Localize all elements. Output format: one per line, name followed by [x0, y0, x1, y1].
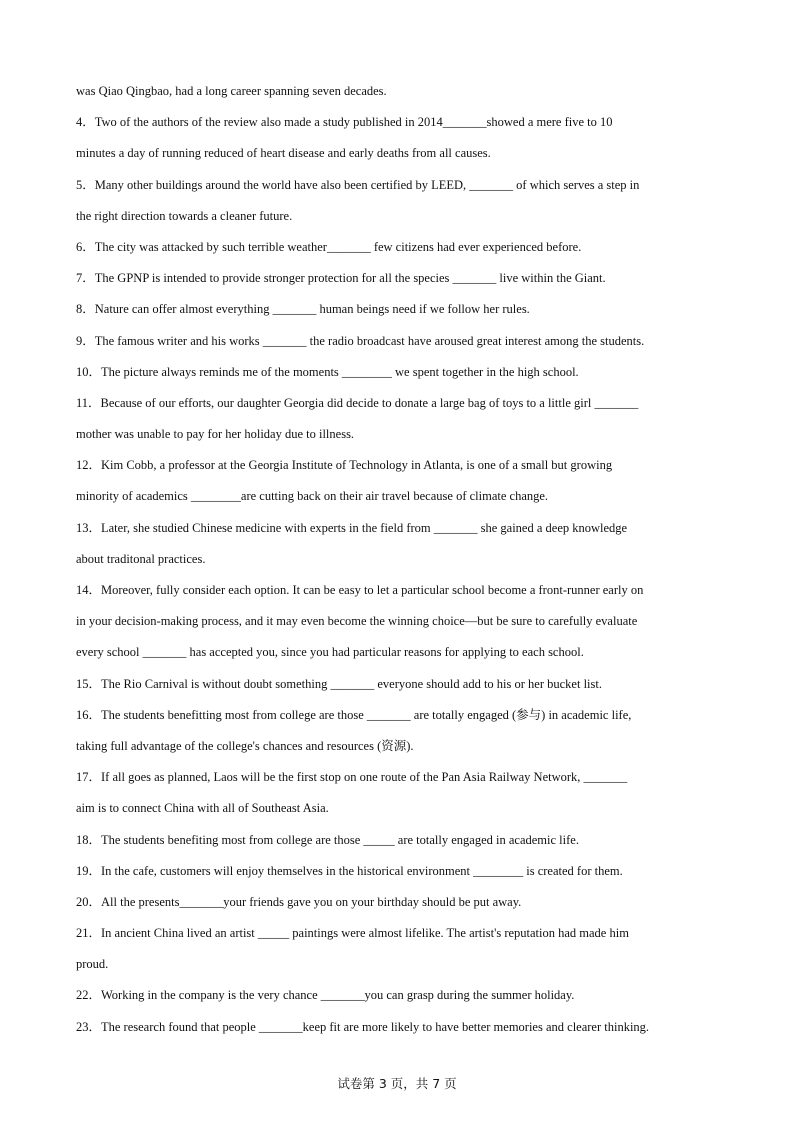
text-line: minutes a day of running reduced of heart disease and early deaths from all causes.	[76, 146, 491, 161]
text-line: 16．The students benefitting most from college are those _______ are totally engaged (参与) in academic life,	[76, 707, 632, 722]
text-line: every school _______ has accepted you, since you had particular reasons for applying to each school.	[76, 645, 584, 660]
text-line: proud.	[76, 957, 109, 972]
text-line: 19．In the cafe, customers will enjoy themselves in the historical environment ________ is created for them.	[76, 863, 623, 878]
text-line: taking full advantage of the college's chances and resources (资源).	[76, 738, 414, 753]
text-line: was Qiao Qingbao, had a long career spanning seven decades.	[76, 84, 387, 98]
text-line: 15．The Rio Carnival is without doubt something _______ everyone should add to his or her bucket list.	[76, 676, 602, 691]
text-line: minority of academics ________are cutting back on their air travel because of climate change.	[76, 489, 549, 504]
text-line: 9．The famous writer and his works _______ the radio broadcast have aroused great interest among the students.	[76, 333, 645, 348]
text-line: 8．Nature can offer almost everything _______ human beings need if we follow her rules.	[76, 302, 530, 317]
text-line: 10．The picture always reminds me of the moments ________ we spent together in the high school.	[76, 364, 579, 379]
text-line: 4．Two of the authors of the review also made a study published in 2014_______showed a mere five to 10	[76, 115, 613, 130]
text-line: 23．The research found that people _______keep fit are more likely to have better memories and clearer thinking.	[76, 1019, 650, 1034]
text-line: 5．Many other buildings around the world have also been certified by LEED, _______ of which serves a step in	[76, 177, 640, 192]
page-footer: 试卷第 3 页，共 7 页	[337, 1076, 457, 1091]
text-line: in your decision-making process, and it may even become the winning choice—but be sure to carefully evaluate	[76, 614, 638, 629]
text-line: 6．The city was attacked by such terrible weather_______ few citizens had ever experienced before.	[76, 239, 582, 254]
text-line: 11．Because of our efforts, our daughter Georgia did decide to donate a large bag of toys to a little girl _______	[76, 395, 639, 410]
text-line: aim is to connect China with all of Southeast Asia.	[76, 801, 329, 816]
text-line: 14．Moreover, fully consider each option. It can be easy to let a particular school become a front-runner early on	[76, 583, 644, 597]
text-line: 18．The students benefiting most from college are those _____ are totally engaged in academic life.	[76, 832, 579, 847]
text-line: 12．Kim Cobb, a professor at the Georgia Institute of Technology in Atlanta, is one of a small but growing	[76, 458, 613, 473]
text-line: mother was unable to pay for her holiday due to illness.	[76, 427, 355, 442]
text-line: 20．All the presents_______your friends gave you on your birthday should be put away.	[76, 894, 522, 909]
text-line: 13．Later, she studied Chinese medicine with experts in the field from _______ she gained a deep knowledge	[76, 520, 628, 535]
text-line: the right direction towards a cleaner future.	[76, 208, 293, 223]
text-line: 7．The GPNP is intended to provide stronger protection for all the species _______ live within the Giant.	[76, 271, 606, 286]
text-line: 22．Working in the company is the very chance _______you can grasp during the summer holiday.	[76, 988, 575, 1003]
text-line: 17．If all goes as planned, Laos will be the first stop on one route of the Pan Asia Railway Network, _______	[76, 770, 628, 785]
text-line: about traditonal practices.	[76, 551, 206, 566]
question-list	[76, 80, 718, 1047]
text-line: 21．In ancient China lived an artist _____ paintings were almost lifelike. The artist's reputation had made him	[76, 926, 629, 941]
